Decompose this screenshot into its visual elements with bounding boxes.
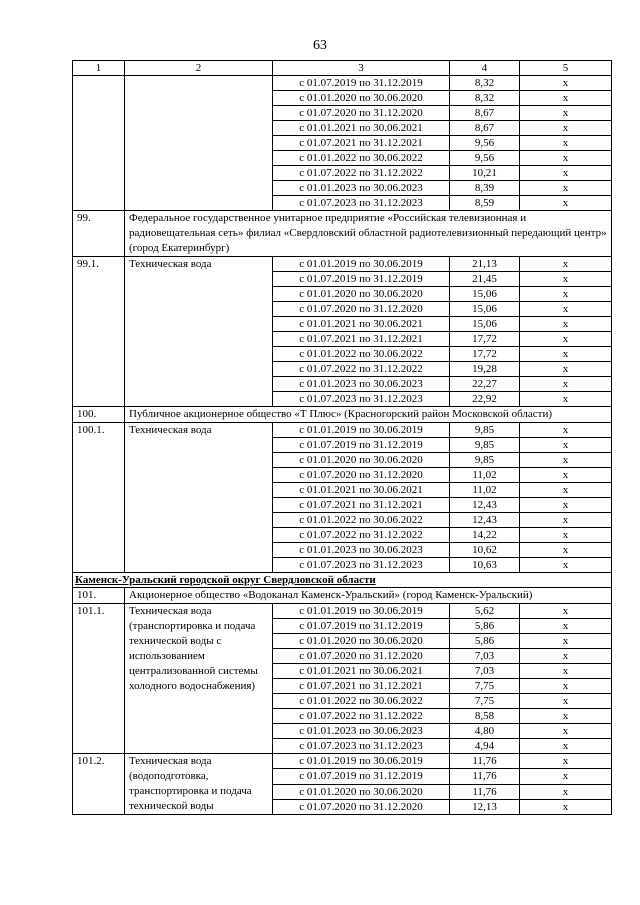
tariff-table xyxy=(72,60,612,815)
x-cell: х xyxy=(520,724,612,739)
period-cell: с 01.07.2022 по 31.12.2022 xyxy=(273,166,450,181)
x-cell: х xyxy=(520,619,612,634)
service-name xyxy=(125,76,273,211)
x-cell: х xyxy=(520,634,612,649)
tariff-value-cell: 11,02 xyxy=(450,483,520,498)
x-cell: х xyxy=(520,649,612,664)
tariff-value-cell: 17,72 xyxy=(450,332,520,347)
period-cell: с 01.07.2022 по 31.12.2022 xyxy=(273,528,450,543)
period-cell: с 01.07.2021 по 31.12.2021 xyxy=(273,136,450,151)
x-cell: х xyxy=(520,694,612,709)
table-row xyxy=(73,604,612,619)
period-cell: с 01.07.2019 по 31.12.2019 xyxy=(273,619,450,634)
tariff-value-cell: 8,67 xyxy=(450,121,520,136)
period-cell: с 01.07.2023 по 31.12.2023 xyxy=(273,558,450,573)
tariff-value-cell: 15,06 xyxy=(450,302,520,317)
period-cell: с 01.01.2019 по 30.06.2019 xyxy=(273,754,450,769)
tariff-value-cell: 8,59 xyxy=(450,196,520,211)
x-cell: х xyxy=(520,453,612,468)
tariff-value-cell: 11,76 xyxy=(450,784,520,799)
service-name: Техническая вода (транспортировка и подача технической воды с использованием централизованной системы холодного водоснабжения) xyxy=(125,604,273,754)
section-row xyxy=(73,573,612,588)
period-cell: с 01.01.2020 по 30.06.2020 xyxy=(273,453,450,468)
period-cell: с 01.01.2020 по 30.06.2020 xyxy=(273,784,450,799)
tariff-value-cell: 4,94 xyxy=(450,739,520,754)
x-cell: х xyxy=(520,543,612,558)
x-cell: х xyxy=(520,257,612,272)
period-cell: с 01.07.2020 по 31.12.2020 xyxy=(273,302,450,317)
tariff-value-cell: 8,67 xyxy=(450,106,520,121)
tariff-value-cell: 4,80 xyxy=(450,724,520,739)
table-row xyxy=(73,257,612,272)
row-number: 100.1. xyxy=(73,423,125,573)
x-cell: х xyxy=(520,317,612,332)
tariff-value-cell: 7,03 xyxy=(450,664,520,679)
period-cell: с 01.07.2019 по 31.12.2019 xyxy=(273,272,450,287)
x-cell: х xyxy=(520,362,612,377)
tariff-value-cell: 21,13 xyxy=(450,257,520,272)
period-cell: с 01.07.2022 по 31.12.2022 xyxy=(273,709,450,724)
x-cell: х xyxy=(520,558,612,573)
x-cell: х xyxy=(520,377,612,392)
tariff-value-cell: 10,63 xyxy=(450,558,520,573)
period-cell: с 01.01.2023 по 30.06.2023 xyxy=(273,724,450,739)
x-cell: х xyxy=(520,136,612,151)
period-cell: с 01.07.2021 по 31.12.2021 xyxy=(273,679,450,694)
x-cell: х xyxy=(520,272,612,287)
x-cell: х xyxy=(520,513,612,528)
x-cell: х xyxy=(520,76,612,91)
period-cell: с 01.01.2023 по 30.06.2023 xyxy=(273,543,450,558)
tariff-value-cell: 15,06 xyxy=(450,317,520,332)
x-cell: х xyxy=(520,347,612,362)
tariff-value-cell: 14,22 xyxy=(450,528,520,543)
period-cell: с 01.07.2021 по 31.12.2021 xyxy=(273,498,450,513)
period-cell: с 01.01.2021 по 30.06.2021 xyxy=(273,121,450,136)
section-title: Каменск-Уральский городской округ Свердловской области xyxy=(73,573,612,588)
period-cell: с 01.07.2023 по 31.12.2023 xyxy=(273,392,450,407)
tariff-value-cell: 9,85 xyxy=(450,438,520,453)
x-cell: х xyxy=(520,196,612,211)
tariff-value-cell: 5,86 xyxy=(450,634,520,649)
period-cell: с 01.07.2019 по 31.12.2019 xyxy=(273,438,450,453)
x-cell: х xyxy=(520,498,612,513)
tariff-value-cell: 9,56 xyxy=(450,151,520,166)
period-cell: с 01.01.2022 по 30.06.2022 xyxy=(273,513,450,528)
col-header: 5 xyxy=(520,61,612,76)
period-cell: с 01.01.2019 по 30.06.2019 xyxy=(273,257,450,272)
tariff-value-cell: 10,21 xyxy=(450,166,520,181)
page-number: 63 xyxy=(313,38,327,53)
tariff-value-cell: 9,56 xyxy=(450,136,520,151)
x-cell: х xyxy=(520,438,612,453)
tariff-value-cell: 7,03 xyxy=(450,649,520,664)
x-cell: х xyxy=(520,166,612,181)
tariff-value-cell: 9,85 xyxy=(450,423,520,438)
x-cell: х xyxy=(520,664,612,679)
x-cell: х xyxy=(520,423,612,438)
row-number: 99. xyxy=(73,211,125,257)
period-cell: с 01.07.2023 по 31.12.2023 xyxy=(273,739,450,754)
tariff-value-cell: 9,85 xyxy=(450,453,520,468)
x-cell: х xyxy=(520,106,612,121)
tariff-value-cell: 8,32 xyxy=(450,76,520,91)
period-cell: с 01.01.2020 по 30.06.2020 xyxy=(273,287,450,302)
tariff-value-cell: 5,86 xyxy=(450,619,520,634)
col-header: 3 xyxy=(273,61,450,76)
period-cell: с 01.01.2021 по 30.06.2021 xyxy=(273,483,450,498)
period-cell: с 01.01.2020 по 30.06.2020 xyxy=(273,91,450,106)
organization-row xyxy=(73,407,612,423)
period-cell: с 01.07.2020 по 31.12.2020 xyxy=(273,468,450,483)
service-name: Техническая вода xyxy=(125,257,273,407)
x-cell: х xyxy=(520,181,612,196)
period-cell: с 01.01.2019 по 30.06.2019 xyxy=(273,604,450,619)
row-number: 101. xyxy=(73,588,125,604)
period-cell: с 01.01.2022 по 30.06.2022 xyxy=(273,151,450,166)
row-number: 100. xyxy=(73,407,125,423)
period-cell: с 01.01.2023 по 30.06.2023 xyxy=(273,377,450,392)
x-cell: х xyxy=(520,121,612,136)
tariff-value-cell: 7,75 xyxy=(450,679,520,694)
period-cell: с 01.07.2022 по 31.12.2022 xyxy=(273,362,450,377)
period-cell: с 01.01.2023 по 30.06.2023 xyxy=(273,181,450,196)
organization-row xyxy=(73,588,612,604)
x-cell: х xyxy=(520,392,612,407)
tariff-value-cell: 15,06 xyxy=(450,287,520,302)
tariff-value-cell: 11,76 xyxy=(450,769,520,784)
x-cell: х xyxy=(520,151,612,166)
tariff-value-cell: 8,39 xyxy=(450,181,520,196)
period-cell: с 01.01.2020 по 30.06.2020 xyxy=(273,634,450,649)
tariff-value-cell: 12,43 xyxy=(450,498,520,513)
x-cell: х xyxy=(520,483,612,498)
x-cell: х xyxy=(520,332,612,347)
tariff-value-cell: 8,58 xyxy=(450,709,520,724)
table-row xyxy=(73,76,612,91)
tariff-value-cell: 22,27 xyxy=(450,377,520,392)
organization-name: Федеральное государственное унитарное предприятие «Российская телевизионная и радиовещательная сеть» филиал «Свердловский областной радиотелевизионный передающий центр» (город Екатеринбург) xyxy=(125,211,612,257)
row-number xyxy=(73,76,125,211)
x-cell: х xyxy=(520,91,612,106)
tariff-value-cell: 12,43 xyxy=(450,513,520,528)
tariff-value-cell: 22,92 xyxy=(450,392,520,407)
table-row xyxy=(73,423,612,438)
period-cell: с 01.07.2023 по 31.12.2023 xyxy=(273,196,450,211)
header-row xyxy=(73,61,612,76)
tariff-value-cell: 11,76 xyxy=(450,754,520,769)
table-row xyxy=(73,754,612,769)
x-cell: х xyxy=(520,302,612,317)
tariff-value-cell: 10,62 xyxy=(450,543,520,558)
period-cell: с 01.07.2020 по 31.12.2020 xyxy=(273,649,450,664)
tariff-value-cell: 11,02 xyxy=(450,468,520,483)
col-header: 4 xyxy=(450,61,520,76)
x-cell: х xyxy=(520,739,612,754)
tariff-value-cell: 12,13 xyxy=(450,799,520,814)
tariff-value-cell: 7,75 xyxy=(450,694,520,709)
period-cell: с 01.07.2021 по 31.12.2021 xyxy=(273,332,450,347)
period-cell: с 01.07.2020 по 31.12.2020 xyxy=(273,106,450,121)
period-cell: с 01.01.2022 по 30.06.2022 xyxy=(273,694,450,709)
x-cell: х xyxy=(520,754,612,769)
row-number: 101.2. xyxy=(73,754,125,815)
period-cell: с 01.07.2019 по 31.12.2019 xyxy=(273,769,450,784)
organization-name: Публичное акционерное общество «Т Плюс» (Красногорский район Московской области) xyxy=(125,407,612,423)
period-cell: с 01.07.2020 по 31.12.2020 xyxy=(273,799,450,814)
service-name: Техническая вода (водоподготовка, транспортировка и подача технической воды xyxy=(125,754,273,815)
organization-name: Акционерное общество «Водоканал Каменск-Уральский» (город Каменск-Уральский) xyxy=(125,588,612,604)
tariff-value-cell: 17,72 xyxy=(450,347,520,362)
x-cell: х xyxy=(520,799,612,814)
x-cell: х xyxy=(520,709,612,724)
period-cell: с 01.01.2021 по 30.06.2021 xyxy=(273,317,450,332)
row-number: 99.1. xyxy=(73,257,125,407)
x-cell: х xyxy=(520,769,612,784)
col-header: 1 xyxy=(73,61,125,76)
row-number: 101.1. xyxy=(73,604,125,754)
service-name: Техническая вода xyxy=(125,423,273,573)
x-cell: х xyxy=(520,604,612,619)
x-cell: х xyxy=(520,528,612,543)
organization-row xyxy=(73,211,612,257)
tariff-value-cell: 19,28 xyxy=(450,362,520,377)
x-cell: х xyxy=(520,679,612,694)
x-cell: х xyxy=(520,287,612,302)
period-cell: с 01.01.2021 по 30.06.2021 xyxy=(273,664,450,679)
tariff-value-cell: 21,45 xyxy=(450,272,520,287)
col-header: 2 xyxy=(125,61,273,76)
period-cell: с 01.01.2019 по 30.06.2019 xyxy=(273,423,450,438)
period-cell: с 01.01.2022 по 30.06.2022 xyxy=(273,347,450,362)
x-cell: х xyxy=(520,468,612,483)
x-cell: х xyxy=(520,784,612,799)
period-cell: с 01.07.2019 по 31.12.2019 xyxy=(273,76,450,91)
tariff-value-cell: 5,62 xyxy=(450,604,520,619)
tariff-value-cell: 8,32 xyxy=(450,91,520,106)
